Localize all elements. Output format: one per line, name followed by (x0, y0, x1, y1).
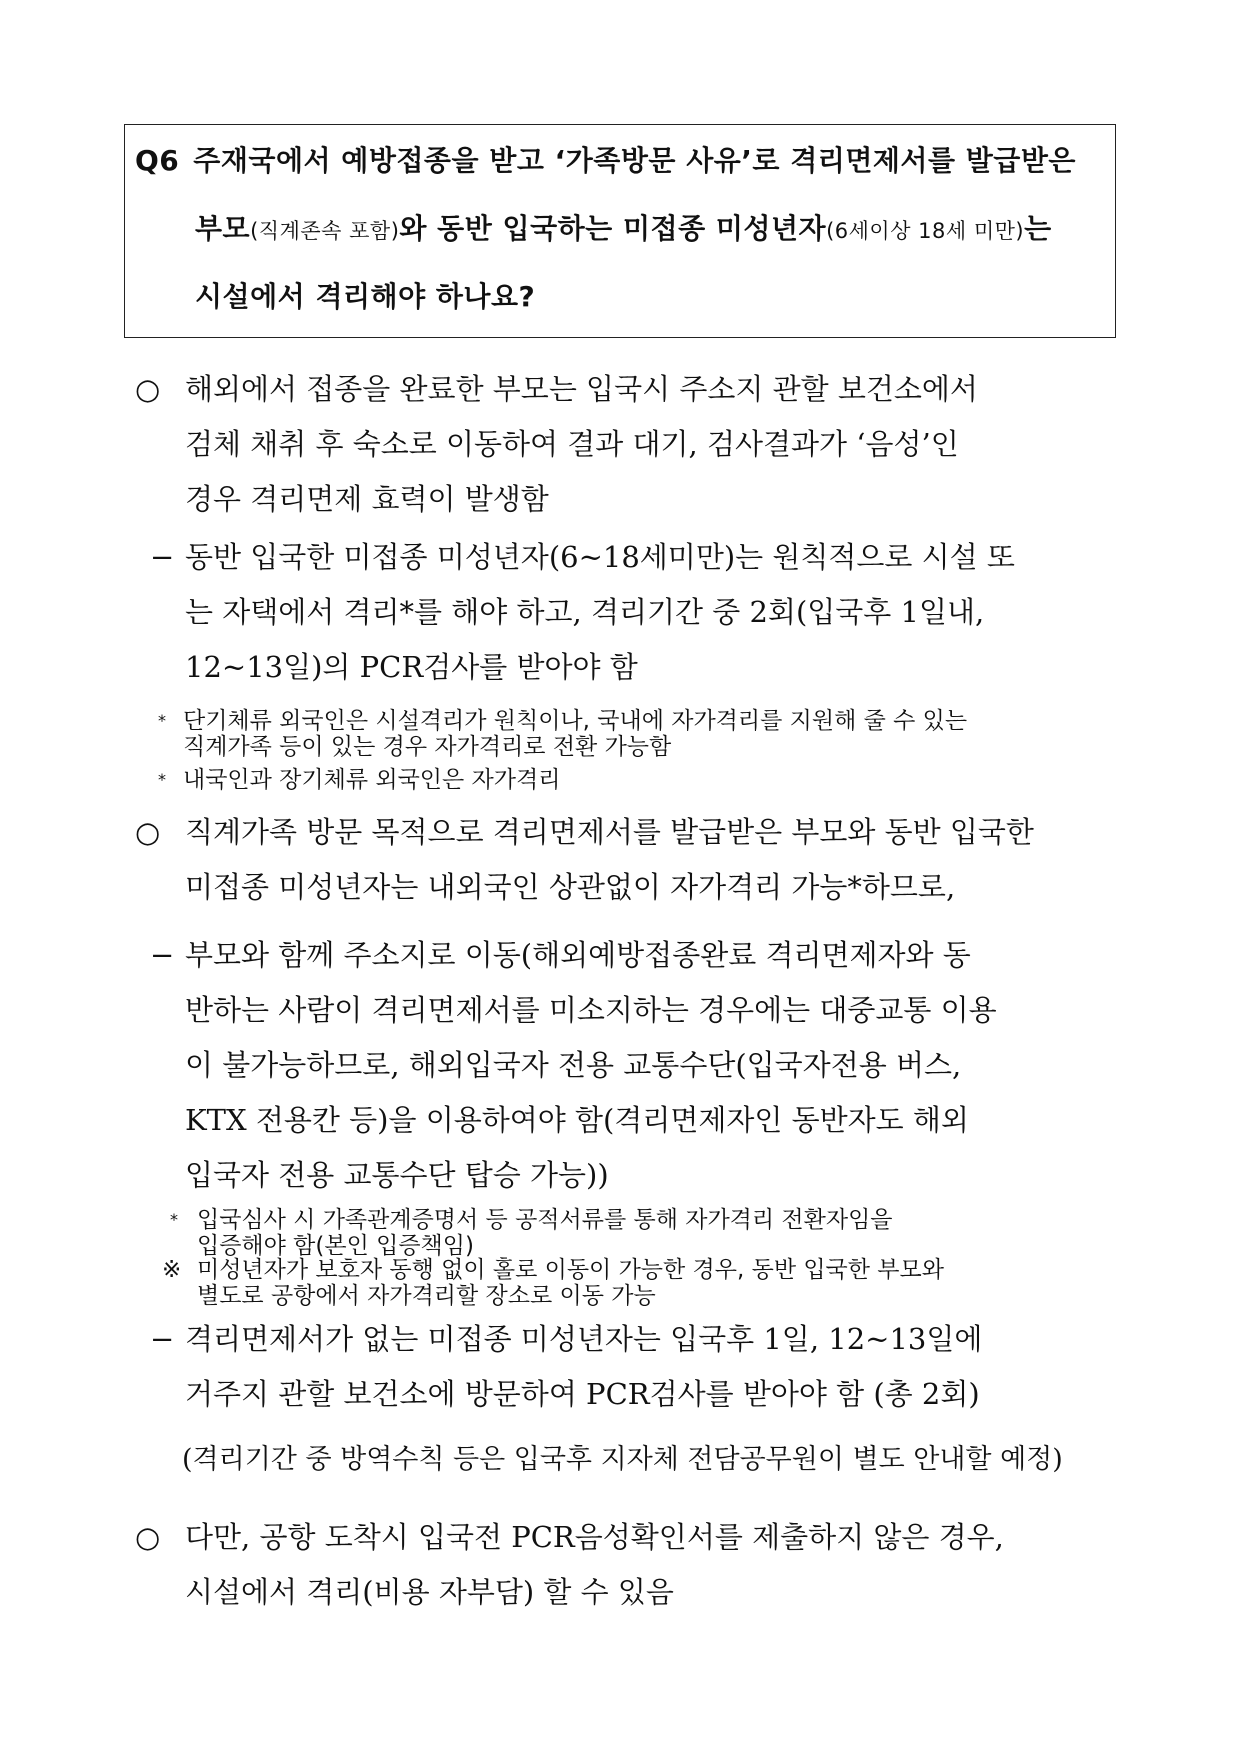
footnote-line: 미성년자가 보호자 동행 없이 홀로 이동이 가능한 경우, 동반 입국한 부모와 (197, 1257, 944, 1283)
question-note-2b: (직계존속 포함) (250, 219, 400, 243)
answer-line: 해외에서 접종을 완료한 부모는 입국시 주소지 관할 보건소에서 (185, 372, 978, 406)
answer-line: 직계가족 방문 목적으로 격리면제서를 발급받은 부모와 동반 입국한 (185, 815, 1034, 849)
answer-line: 12~13일)의 PCR검사를 받아야 함 (185, 650, 638, 684)
reference-marker: ※ (162, 1257, 182, 1283)
answer-subsection-2 (150, 530, 1015, 695)
footnote-line: 단기체류 외국인은 시설격리가 원칙이나, 국내에 자가격리를 지원해 줄 수 있는 (183, 708, 968, 734)
question-box (124, 124, 1116, 338)
answer-line: 이 불가능하므로, 해외입국자 전용 교통수단(입국자전용 버스, (185, 1048, 962, 1082)
question-text-2e: 는 (1024, 212, 1052, 245)
question-text-2c: 와 동반 입국하는 미접종 미성년자 (399, 212, 827, 245)
answer-line: 거주지 관할 보건소에 방문하여 PCR검사를 받아야 함 (총 2회) (185, 1377, 980, 1411)
answer-line: 격리면제서가 없는 미접종 미성년자는 입국후 1일, 12~13일에 (185, 1322, 983, 1356)
answer-section-3 (135, 805, 1034, 915)
answer-line: 부모와 함께 주소지로 이동(해외예방접종완료 격리면제자와 동 (185, 938, 971, 972)
answer-line: KTX 전용칸 등)을 이용하여야 함(격리면제자인 동반자도 해외 (185, 1103, 969, 1137)
footnote-line: 입국심사 시 가족관계증명서 등 공적서류를 통해 자가격리 전환자임을 (197, 1207, 893, 1233)
answer-line: 입국자 전용 교통수단 탑승 가능)) (185, 1158, 609, 1192)
answer-line: 다만, 공항 도착시 입국전 PCR음성확인서를 제출하지 않은 경우, (185, 1520, 1004, 1554)
question-text-2a: 부모 (195, 212, 251, 245)
answer-line: 동반 입국한 미접종 미성년자(6~18세미만)는 원칙적으로 시설 또 (185, 540, 1015, 574)
star-marker: * (170, 1210, 178, 1229)
footnote-3 (170, 1207, 893, 1259)
circle-bullet: ○ (135, 1520, 161, 1554)
question-note-2d: (6세이상 18세 미만) (826, 219, 1025, 243)
star-marker: * (158, 711, 166, 730)
dash-bullet: − (150, 540, 175, 574)
question-number: Q6 (135, 144, 180, 177)
footnote-line: 입증해야 함(본인 입증책임) (197, 1233, 474, 1259)
footnote-line: 직계가족 등이 있는 경우 자가격리로 전환 가능함 (183, 734, 672, 760)
circle-bullet: ○ (135, 372, 161, 406)
answer-subsection-4 (150, 928, 997, 1203)
answer-section-7 (135, 1510, 1004, 1620)
answer-line: 검체 채취 후 숙소로 이동하여 결과 대기, 검사결과가 ‘음성’인 (185, 427, 959, 461)
answer-line: 시설에서 격리(비용 자부담) 할 수 있음 (185, 1575, 674, 1609)
question-text-3: 시설에서 격리해야 하나요? (195, 280, 536, 313)
answer-line: 경우 격리면제 효력이 발생함 (185, 482, 549, 516)
answer-line: 는 자택에서 격리*를 해야 하고, 격리기간 중 2회(입국후 1일내, (185, 595, 985, 629)
circle-bullet: ○ (135, 815, 161, 849)
star-marker: * (158, 770, 166, 789)
reference-note (162, 1257, 944, 1309)
question-line-3 (195, 275, 535, 315)
footnote-line: 별도로 공항에서 자가격리할 장소로 이동 가능 (197, 1283, 656, 1309)
answer-section-1 (135, 362, 978, 527)
footnote-line: 내국인과 장기체류 외국인은 자가격리 (183, 767, 561, 793)
question-text-1: 주재국에서 예방접종을 받고 ‘가족방문 사유’로 격리면제서를 발급받은 (193, 144, 1076, 177)
answer-parenthetical (182, 1432, 1063, 1487)
question-line-2 (195, 207, 1052, 247)
question-line-1 (135, 139, 1076, 179)
answer-subsection-5 (150, 1312, 982, 1422)
footnote-2 (158, 767, 560, 793)
answer-line: (격리기간 중 방역수칙 등은 입국후 지자체 전담공무원이 별도 안내할 예정) (182, 1444, 1063, 1475)
footnote-1 (158, 708, 967, 760)
dash-bullet: − (150, 1322, 175, 1356)
answer-line: 미접종 미성년자는 내외국인 상관없이 자가격리 가능*하므로, (185, 870, 956, 904)
answer-line: 반하는 사람이 격리면제서를 미소지하는 경우에는 대중교통 이용 (185, 993, 997, 1027)
dash-bullet: − (150, 938, 175, 972)
